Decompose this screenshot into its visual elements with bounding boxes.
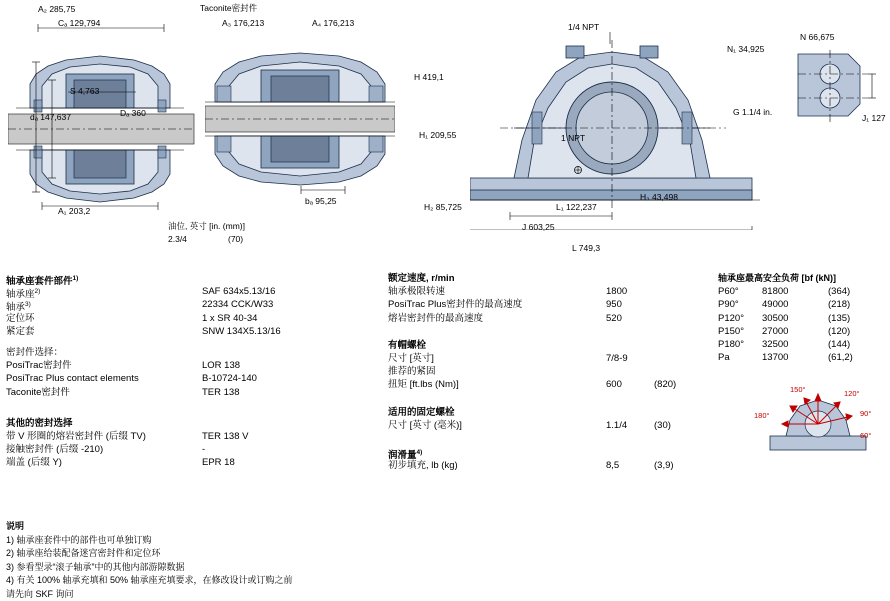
fixing-bolt-value-size: 1.1/4	[606, 419, 627, 432]
capscrew-heading: 有帽螺栓	[388, 339, 426, 352]
dim-A1: A₁ 203,2	[58, 206, 90, 216]
dim-Da: Dₐ 360	[120, 108, 146, 118]
load-label-p120: P	[718, 313, 724, 324]
speed-value-limiting: 1800	[606, 285, 627, 298]
note-3: 3) 参看型录“滚子轴承”中的其他内部游隙数据	[6, 561, 526, 575]
row-value-bearing: 22334 CCK/W33	[202, 298, 273, 311]
capscrew-label-size: 尺寸 [英寸]	[388, 352, 434, 365]
dim-ba: bₐ 95,25	[305, 196, 337, 206]
load-sub-pa: a	[724, 352, 729, 363]
speed-value-positrac-plus: 950	[606, 298, 622, 311]
oil-level-mm: (70)	[228, 234, 243, 244]
speed-label-taconite: 熔岩密封件的最高速度	[388, 312, 483, 325]
row-value-adapter-sleeve: SNW 134X5.13/16	[202, 325, 281, 338]
seal-options-heading: 密封件选择：	[6, 346, 63, 359]
note-1: 1) 轴承座套件中的部件也可单独订购	[6, 534, 526, 548]
dim-A4: A₄ 176,213	[312, 18, 354, 28]
capscrew-value-size: 7/8-9	[606, 352, 628, 365]
other-seal-heading: 其他的密封选择	[6, 417, 73, 430]
other-value-contact: -	[202, 443, 205, 456]
front-view-drawing	[470, 30, 770, 230]
speed-heading: 额定速度, r/min	[388, 272, 455, 285]
mid-section-drawing	[205, 28, 395, 203]
speed-label-positrac-plus: PosiTrac Plus密封件的最高速度	[388, 298, 522, 311]
kit-title: 轴承座套件部件	[6, 276, 73, 287]
dim-da: dₐ 147,637	[30, 112, 71, 122]
drawing-area	[0, 0, 890, 258]
angle-label-90: 90°	[860, 409, 871, 418]
note-2: 2) 轴承座给装配备迷宫密封件和定位环	[6, 547, 526, 561]
other-label-v-ring: 带 V 形圈的熔岩密封件 (后缀 TV)	[6, 430, 146, 443]
load-sub-p60: 60°	[724, 286, 738, 297]
seal-label-positrac-plus: PosiTrac Plus contact elements	[6, 372, 139, 385]
dim-H3: H₃ 43,498	[640, 192, 678, 202]
row-label-housing: 轴承座	[6, 289, 35, 300]
dim-H1: H₁ 209,55	[419, 130, 456, 140]
row-label-bearing: 轴承	[6, 303, 25, 314]
row-sup-bearing: 3)	[25, 301, 31, 308]
angle-label-60: 60°	[860, 431, 871, 440]
load-label-p60: P	[718, 286, 724, 297]
note-5: 请先向 SKF 询问	[6, 588, 526, 601]
load-value-p90: 49000	[762, 298, 788, 311]
other-label-end-cover: 端盖 (后缀 Y)	[6, 456, 62, 469]
load-value-p120: 30500	[762, 312, 788, 325]
fixing-bolt-value-mm: (30)	[654, 419, 671, 432]
load-direction-diagram	[748, 380, 884, 466]
angle-label-120: 120°	[844, 389, 860, 398]
dim-L1: L₁ 122,237	[556, 202, 597, 212]
capscrew-label-torque: 扭矩 [ft.lbs (Nm)]	[388, 378, 459, 391]
dim-H2: H₂ 85,725	[424, 202, 462, 212]
dim-S: S 4,763	[70, 86, 99, 96]
grease-label-initial: 初步填充, lb (kg)	[388, 459, 458, 472]
other-value-v-ring: TER 138 V	[202, 430, 248, 443]
row-value-stabilizing-ring: 1 x SR 40-34	[202, 312, 257, 325]
angle-label-150: 150°	[790, 385, 806, 394]
load-value-p60: 81800	[762, 285, 788, 298]
row-label-adapter-sleeve: 紧定套	[6, 325, 35, 338]
capscrew-value-torque-nm: (820)	[654, 378, 676, 391]
load-kn-p180: (144)	[828, 338, 850, 351]
capscrew-label-tightening: 推荐的紧固	[388, 365, 436, 378]
dim-A2: A₂ 285,75	[38, 4, 75, 14]
load-value-p150: 27000	[762, 325, 788, 338]
safe-load-title: 轴承座最高安全负荷 [bf (kN)]	[718, 272, 836, 285]
note-4: 4) 有关 100% 轴承充填和 50% 轴承座充填要求，在修改设计或订购之前	[6, 574, 526, 588]
grease-value-initial-kg: (3,9)	[654, 459, 674, 472]
row-sup-housing: 2)	[35, 288, 41, 295]
dim-J1: J₁ 127	[862, 113, 886, 123]
load-label-p180: P	[718, 339, 724, 350]
seal-value-positrac-plus: B-10724-140	[202, 372, 257, 385]
load-kn-pa: (61,2)	[828, 351, 853, 364]
dim-J: J 603,25	[522, 222, 555, 232]
kit-title-sup: 1)	[73, 275, 79, 282]
seal-label-taconite: Taconite密封件	[6, 386, 70, 399]
load-sub-p120: 120°	[724, 313, 744, 324]
grease-heading: 润滑量	[388, 450, 417, 461]
seal-value-positrac: LOR 138	[202, 359, 240, 372]
grease-heading-sup: 4)	[417, 449, 423, 456]
dim-L: L 749,3	[572, 243, 600, 253]
taconite-seal-title: Taconite密封件	[200, 2, 257, 14]
oil-level-note: 油位, 英寸 [in. (mm)]	[168, 220, 245, 232]
notes-block	[6, 520, 526, 601]
kit-components-table	[6, 272, 376, 469]
load-label-p90: P	[718, 299, 724, 310]
fixing-bolt-heading: 适用的固定螺栓	[388, 406, 455, 419]
seal-label-positrac: PosiTrac密封件	[6, 359, 72, 372]
dim-N1: N₁ 34,925	[727, 44, 764, 54]
speed-label-limiting: 轴承极限转速	[388, 285, 445, 298]
angle-label-180: 180°	[754, 411, 770, 420]
dim-A3: A₃ 176,213	[222, 18, 264, 28]
load-sub-p180: 180°	[724, 339, 744, 350]
load-kn-p120: (135)	[828, 312, 850, 325]
load-kn-p90: (218)	[828, 298, 850, 311]
capscrew-value-torque: 600	[606, 378, 622, 391]
grease-value-initial: 8,5	[606, 459, 619, 472]
dim-quarter-npt: 1/4 NPT	[568, 22, 599, 32]
speed-and-bolt-table	[388, 272, 708, 472]
load-value-p180: 32500	[762, 338, 788, 351]
row-label-stabilizing-ring: 定位环	[6, 312, 35, 325]
fixing-bolt-label-size: 尺寸 [英寸 (毫米)]	[388, 419, 462, 432]
dim-N: N 66,675	[800, 32, 835, 42]
load-kn-p60: (364)	[828, 285, 850, 298]
load-kn-p150: (120)	[828, 325, 850, 338]
dim-one-npt: 1 NPT	[561, 133, 585, 143]
load-sub-p150: 150°	[724, 326, 744, 337]
other-label-contact: 接触密封件 (后缀 -210)	[6, 443, 103, 456]
notes-heading: 说明	[6, 520, 526, 534]
safe-load-table	[718, 272, 890, 364]
other-value-end-cover: EPR 18	[202, 456, 235, 469]
dim-G: G 1.1/4 in.	[733, 107, 772, 117]
oil-level-value: 2.3/4	[168, 234, 187, 244]
load-label-p150: P	[718, 326, 724, 337]
seal-value-taconite: TER 138	[202, 386, 240, 399]
row-value-housing: SAF 634x5.13/16	[202, 285, 275, 298]
load-sub-p90: 90°	[724, 299, 738, 310]
dim-H: H 419,1	[414, 72, 444, 82]
load-label-pa: P	[718, 352, 724, 363]
divider	[0, 265, 890, 266]
speed-value-taconite: 520	[606, 312, 622, 325]
dim-Ca: Cₐ 129,794	[58, 18, 100, 28]
load-value-pa: 13700	[762, 351, 788, 364]
